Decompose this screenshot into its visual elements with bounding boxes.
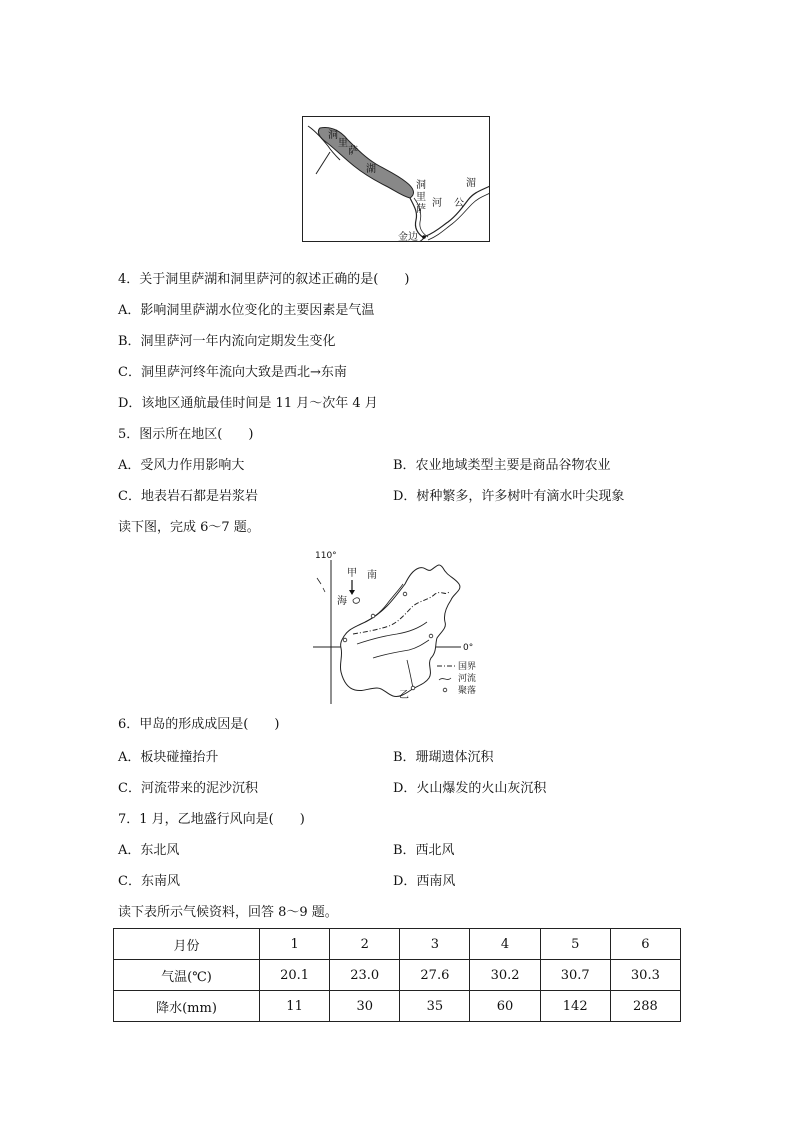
map1-label-2: 里 xyxy=(338,138,348,149)
legend-river-label: 河流 xyxy=(458,674,477,684)
q5-option-c[interactable]: C．地表岩石都是岩浆岩 xyxy=(118,489,258,504)
yi-label: 乙 xyxy=(399,690,409,701)
settlement-2 xyxy=(403,592,407,596)
table-cell: 气温(℃) xyxy=(114,960,260,991)
table-row xyxy=(114,991,681,1022)
phnom-penh-dot xyxy=(422,235,426,239)
nan-label: 南 xyxy=(367,570,377,581)
q6-option-b[interactable]: B．珊瑚遗体沉积 xyxy=(393,750,494,765)
q6-option-d[interactable]: D．火山爆发的火山灰沉积 xyxy=(393,781,547,796)
table-cell: 降水(mm) xyxy=(114,991,260,1022)
lat-label: 0° xyxy=(463,643,474,653)
islet-1 xyxy=(317,578,321,584)
table-cell: 30.7 xyxy=(540,960,610,991)
settlement-1 xyxy=(371,614,375,618)
q7-option-c[interactable]: C．东南风 xyxy=(118,874,180,889)
table-cell: 30.3 xyxy=(610,960,680,991)
q7-option-d[interactable]: D．西南风 xyxy=(393,874,456,889)
table-header-cell: 5 xyxy=(540,929,610,960)
map1-label-1: 洞 xyxy=(328,130,338,141)
table-cell: 30 xyxy=(330,991,400,1022)
table-header-row xyxy=(114,929,681,960)
lon-label: 110° xyxy=(315,551,337,561)
intro-8-9: 读下表所示气候资料，回答 8～9 题。 xyxy=(118,905,338,920)
climate-table xyxy=(113,928,681,1022)
intro-6-7: 读下图，完成 6～7 题。 xyxy=(118,520,260,535)
table-cell: 35 xyxy=(400,991,470,1022)
settlement-4 xyxy=(429,634,433,638)
table-header-cell: 3 xyxy=(400,929,470,960)
table-cell: 60 xyxy=(470,991,540,1022)
q7-stem: 7．1 月，乙地盛行风向是( ) xyxy=(118,812,305,827)
table-cell: 11 xyxy=(260,991,330,1022)
settlement-3 xyxy=(343,638,347,642)
table-cell: 142 xyxy=(540,991,610,1022)
q4-stem: 4．关于洞里萨湖和洞里萨河的叙述正确的是( ) xyxy=(118,272,410,287)
legend-border-label: 国界 xyxy=(458,662,477,672)
map1-label-phnom-penh: 金边 xyxy=(398,232,418,242)
table-header-cell: 6 xyxy=(610,929,680,960)
borneo-island xyxy=(340,565,460,697)
map1-label-7: 萨 xyxy=(416,204,426,215)
q4-option-d[interactable]: D．该地区通航最佳时间是 11 月～次年 4 月 xyxy=(118,396,378,411)
table-header-cell: 2 xyxy=(330,929,400,960)
table-cell: 30.2 xyxy=(470,960,540,991)
tonle-sap-map xyxy=(302,116,490,242)
borneo-map xyxy=(313,548,493,706)
map1-label-9: 公 xyxy=(454,198,464,209)
q5-option-d[interactable]: D．树种繁多，许多树叶有滴水叶尖现象 xyxy=(393,489,625,504)
map1-label-5: 洞 xyxy=(416,180,426,191)
legend-settlement-label: 聚落 xyxy=(458,686,477,696)
legend-settlement-symbol xyxy=(443,688,447,692)
q6-option-a[interactable]: A．板块碰撞抬升 xyxy=(118,750,219,765)
q4-option-a[interactable]: A．影响洞里萨湖水位变化的主要因素是气温 xyxy=(118,303,375,318)
legend-river-symbol xyxy=(439,678,451,680)
table-row xyxy=(114,960,681,991)
q5-stem: 5．图示所在地区( ) xyxy=(118,427,254,442)
table-header-cell: 1 xyxy=(260,929,330,960)
q7-option-b[interactable]: B．西北风 xyxy=(393,843,455,858)
map1-label-8: 河 xyxy=(432,198,442,209)
jia-island xyxy=(353,598,360,603)
q6-stem: 6．甲岛的形成成因是( ) xyxy=(118,717,280,732)
map1-label-4: 湖 xyxy=(366,164,376,175)
settlement-5 xyxy=(411,686,415,690)
islet-2 xyxy=(323,588,325,592)
table-header-cell: 4 xyxy=(470,929,540,960)
jia-arrow-head xyxy=(349,590,355,595)
map1-label-6: 里 xyxy=(416,192,426,203)
table-header-cell: 月份 xyxy=(114,929,260,960)
hai-label: 海 xyxy=(337,596,347,607)
table-cell: 288 xyxy=(610,991,680,1022)
table-cell: 20.1 xyxy=(260,960,330,991)
jia-label: 甲 xyxy=(347,568,357,579)
map1-label-3: 萨 xyxy=(348,146,358,157)
q4-option-b[interactable]: B．洞里萨河一年内流向定期发生变化 xyxy=(118,334,336,349)
q5-option-a[interactable]: A．受风力作用影响大 xyxy=(118,458,245,473)
q4-option-c[interactable]: C．洞里萨河终年流向大致是西北→东南 xyxy=(118,365,347,380)
q6-option-c[interactable]: C．河流带来的泥沙沉积 xyxy=(118,781,258,796)
q5-option-b[interactable]: B．农业地域类型主要是商品谷物农业 xyxy=(393,458,611,473)
map1-label-10: 湄 xyxy=(466,178,476,189)
table-cell: 23.0 xyxy=(330,960,400,991)
table-cell: 27.6 xyxy=(400,960,470,991)
q7-option-a[interactable]: A．东北风 xyxy=(118,843,180,858)
